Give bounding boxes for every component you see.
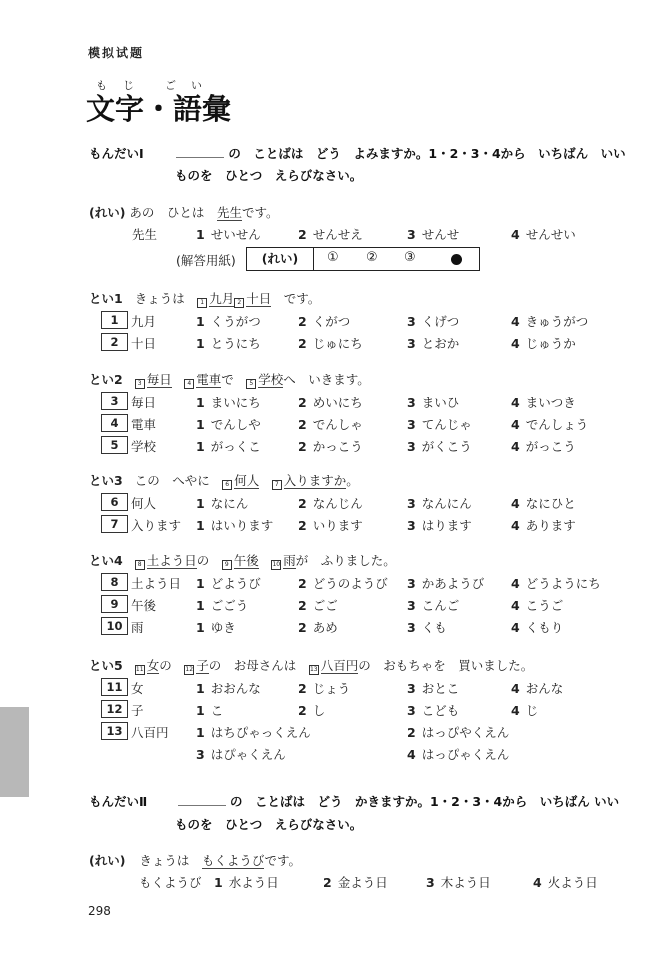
blank-number-marker: 5 [246, 379, 256, 389]
option-2[interactable]: 2 あめ [298, 620, 338, 635]
question-number-box: 11 [101, 678, 128, 696]
question-number-box: 2 [101, 333, 128, 351]
question-item-row [101, 414, 621, 432]
answer-mark-2[interactable]: ② [366, 250, 378, 265]
question-sentence [89, 370, 370, 389]
blank-number-marker: 7 [272, 480, 282, 490]
blank-number-marker: 13 [309, 666, 318, 673]
option-2[interactable]: 2 くがつ [298, 314, 351, 329]
option-1[interactable]: 1 はいります [196, 518, 274, 533]
question-word: 土よう日 [131, 576, 182, 591]
question-word: 女 [131, 681, 144, 696]
question-number-box: 1 [101, 311, 128, 329]
sentence-text [259, 553, 272, 568]
question-item-row [101, 722, 621, 762]
mondai2-example-sentence [89, 851, 301, 869]
target-word: 雨 [283, 553, 296, 568]
sentence-text: が ふりました。 [295, 553, 396, 568]
option-2[interactable]: 2 なんじん [298, 496, 363, 511]
option-2[interactable]: 2 どうのようび [298, 576, 388, 591]
series-label: 模拟试题 [88, 46, 145, 60]
option-2[interactable]: 2 いります [298, 518, 363, 533]
question-word: 何人 [131, 496, 157, 511]
blank-number-marker: 2 [234, 298, 244, 308]
blank-number-marker: 10 [272, 561, 281, 568]
sentence-text: あの ひとは [129, 205, 217, 220]
option-2[interactable]: 2 はっぴやくえん [407, 725, 510, 740]
blank-number-marker: 9 [222, 560, 232, 570]
question-label: とい1 [89, 291, 123, 306]
mondai2-instruction [89, 792, 619, 810]
question-sentence [89, 471, 359, 490]
answer-sheet-example [246, 247, 480, 271]
blank-number-marker: 4 [184, 379, 194, 389]
option-1[interactable]: 1 はちぴゃっくえん [196, 725, 311, 740]
mondai2-example-options [101, 872, 621, 890]
option-2[interactable]: 2 かっこう [298, 439, 363, 454]
option-1[interactable]: 1 おおんな [196, 681, 261, 696]
question-label: とい4 [89, 553, 123, 568]
option-1[interactable]: 1 こ [196, 703, 224, 718]
mondai1-instruction-2: ものを ひとつ えらびなさい。 [175, 168, 363, 183]
page-number: 298 [88, 904, 111, 918]
answer-mark-3[interactable]: ③ [404, 250, 416, 265]
option-4[interactable]: 4 なにひと [511, 496, 576, 511]
option-4[interactable]: 4 でんしょう [511, 417, 589, 432]
option-1[interactable]: 1 ごごう [196, 598, 249, 613]
question-word: 八百円 [131, 725, 169, 740]
sentence-text: です。 [264, 853, 301, 868]
question-number-box: 6 [101, 493, 128, 511]
option-4[interactable]: 4 こうご [511, 598, 564, 613]
option-2[interactable]: 2 せんせえ [298, 227, 363, 242]
option-1[interactable]: 1 せいせん [196, 227, 261, 242]
mondai1-label: もんだいⅠ [89, 146, 144, 161]
question-item-row [101, 392, 621, 410]
question-word: 学校 [131, 439, 157, 454]
target-word: 十日 [246, 291, 272, 306]
question-word: 十日 [131, 336, 157, 351]
option-4[interactable]: 4 せんせい [511, 227, 576, 242]
option-3[interactable]: 3 はります [407, 518, 472, 533]
sentence-text: です。 [271, 291, 321, 306]
question-item-row [101, 617, 621, 635]
option-3[interactable]: 3 おとこ [407, 681, 460, 696]
option-2[interactable]: 2 めいにち [298, 395, 363, 410]
question-number-box: 10 [101, 617, 128, 635]
sentence-text: へ いきます。 [283, 372, 370, 387]
question-word: 電車 [131, 417, 157, 432]
example-word: 先生 [132, 227, 158, 242]
ruby-char: ご [165, 79, 176, 92]
option-4[interactable]: 4 じ [511, 703, 539, 718]
blank-number-marker: 3 [135, 379, 145, 389]
blank-number-marker: 11 [135, 666, 144, 673]
question-item-row [101, 493, 621, 511]
target-word: 先生 [216, 205, 242, 220]
answer-mark-1[interactable]: ① [327, 250, 339, 265]
question-item-row [101, 595, 621, 613]
option-3[interactable]: 3 こども [407, 703, 460, 718]
question-word: 子 [131, 703, 144, 718]
answer-sheet-example-label: (れい) [247, 248, 314, 270]
target-word: 土よう日 [146, 553, 197, 568]
option-4[interactable]: 4 くもり [511, 620, 564, 635]
blank-number-marker: 8 [135, 560, 145, 570]
question-item-row [101, 700, 621, 718]
question-number-box: 7 [101, 515, 128, 533]
sentence-text: きょうは [134, 291, 198, 306]
question-word: 九月 [131, 314, 157, 329]
question-number-box: 3 [101, 392, 128, 410]
option-3[interactable]: 3 まいひ [407, 395, 460, 410]
example-word: もくようび [139, 875, 202, 890]
section-side-tab [0, 707, 29, 797]
blank-number-marker: 12 [185, 666, 194, 673]
option-4[interactable]: 4 がっこう [511, 439, 576, 454]
target-word: 入りますか [283, 473, 347, 488]
option-4[interactable]: 4 火よう日 [533, 875, 598, 890]
sentence-text: の [196, 553, 222, 568]
question-number-box: 4 [101, 414, 128, 432]
question-word: 入ります [131, 518, 182, 533]
option-3[interactable]: 3 はぴゃくえん [196, 747, 286, 762]
option-4[interactable]: 4 あります [511, 518, 576, 533]
blank-line [178, 795, 226, 806]
option-3[interactable]: 3 がくこう [407, 439, 472, 454]
option-4[interactable]: 4 おんな [511, 681, 564, 696]
target-word: 毎日 [146, 372, 172, 387]
target-word: 九月 [209, 291, 235, 306]
option-4[interactable]: 4 じゅうか [511, 336, 576, 351]
mondai2-label: もんだいⅡ [89, 794, 148, 809]
instruction-line-1: の ことばは どう よみますか。1・2・3・4から いちばん いい [228, 146, 626, 161]
sentence-text: の お母さんは [208, 658, 309, 673]
instruction-line-1: の ことばは どう かきますか。1・2・3・4から いちばん いい [229, 794, 620, 809]
option-3[interactable]: 3 なんにん [407, 496, 472, 511]
question-number-box: 12 [101, 700, 128, 718]
blank-line [176, 147, 224, 158]
page-title: 文字・語彙 [86, 92, 232, 126]
option-4[interactable]: 4 はっぴゃくえん [407, 747, 510, 762]
blank-number-marker: 1 [197, 298, 207, 308]
option-1[interactable]: 1 どようび [196, 576, 261, 591]
example-sentence [89, 203, 278, 221]
question-sentence [89, 656, 533, 675]
sentence-text: きょうは [139, 853, 202, 868]
option-2[interactable]: 2 ごご [298, 598, 338, 613]
question-item-row [101, 573, 621, 591]
option-3[interactable]: 3 くも [407, 620, 447, 635]
target-word: もくようび [201, 853, 265, 868]
sentence-text: この へやに [134, 473, 223, 488]
option-4[interactable]: 4 きゅうがつ [511, 314, 589, 329]
option-2[interactable]: 2 じょう [298, 681, 351, 696]
option-1[interactable]: 1 がっくこ [196, 439, 261, 454]
target-word: 学校 [258, 372, 284, 387]
target-word: 午後 [233, 553, 259, 568]
option-2[interactable]: 2 じゅにち [298, 336, 363, 351]
sentence-text [259, 473, 272, 488]
sentence-text: です。 [241, 205, 279, 220]
example-label: (れい) [89, 853, 126, 868]
option-1[interactable]: 1 なにん [196, 496, 249, 511]
target-word: 女 [146, 658, 160, 673]
example-label: (れい) [89, 205, 126, 220]
option-4[interactable]: 4 どうようにち [511, 576, 601, 591]
sentence-text: の [159, 658, 185, 673]
option-3[interactable]: 3 とおか [407, 336, 460, 351]
question-number-box: 5 [101, 436, 128, 454]
question-number-box: 9 [101, 595, 128, 613]
question-item-row [101, 333, 621, 351]
example-options [101, 224, 621, 242]
option-4[interactable]: 4 まいつき [511, 395, 576, 410]
option-3[interactable]: 3 せんせ [407, 227, 460, 242]
sentence-text: で [221, 372, 247, 387]
question-label: とい2 [89, 372, 123, 387]
sentence-text [172, 372, 185, 387]
ruby-char: じ [123, 79, 134, 92]
sentence-text: 。 [346, 473, 359, 488]
question-word: 午後 [131, 598, 157, 613]
question-sentence [89, 289, 320, 308]
target-word: 何人 [234, 473, 260, 488]
ruby-char: も [96, 79, 107, 92]
option-3[interactable]: 3 てんじゃ [407, 417, 472, 432]
sentence-text: の おもちゃを 買いました。 [358, 658, 534, 673]
option-3[interactable]: 3 くげつ [407, 314, 460, 329]
question-item-row [101, 311, 621, 329]
option-1[interactable]: 1 ゆき [196, 620, 236, 635]
question-item-row [101, 678, 621, 696]
option-3[interactable]: 3 こんご [407, 598, 460, 613]
option-2[interactable]: 2 でんしゃ [298, 417, 363, 432]
question-number-box: 13 [101, 722, 128, 740]
question-item-row [101, 515, 621, 533]
question-number-box: 8 [101, 573, 128, 591]
question-label: とい3 [89, 473, 123, 488]
option-3[interactable]: 3 木よう日 [426, 875, 491, 890]
target-word: 子 [196, 658, 209, 673]
question-label: とい5 [89, 658, 123, 673]
ruby-char: い [191, 79, 202, 92]
option-1[interactable]: 1 水よう日 [214, 875, 279, 890]
question-sentence [89, 551, 396, 570]
option-2[interactable]: 2 金よう日 [323, 875, 388, 890]
answer-sheet-label: (解答用紙) [176, 253, 236, 268]
target-word: 八百円 [320, 658, 359, 673]
mondai1-instruction [89, 144, 626, 162]
blank-number-marker: 6 [222, 480, 232, 490]
option-1[interactable]: 1 まいにち [196, 395, 261, 410]
option-1[interactable]: 1 くうがつ [196, 314, 261, 329]
option-2[interactable]: 2 し [298, 703, 326, 718]
question-word: 毎日 [131, 395, 157, 410]
option-1[interactable]: 1 とうにち [196, 336, 261, 351]
mondai2-instruction-2: ものを ひとつ えらびなさい。 [175, 817, 363, 832]
question-item-row [101, 436, 621, 454]
answer-mark-4-filled[interactable] [451, 254, 462, 265]
option-3[interactable]: 3 かあようび [407, 576, 485, 591]
question-word: 雨 [131, 620, 144, 635]
option-1[interactable]: 1 でんしや [196, 417, 261, 432]
target-word: 電車 [196, 372, 222, 387]
